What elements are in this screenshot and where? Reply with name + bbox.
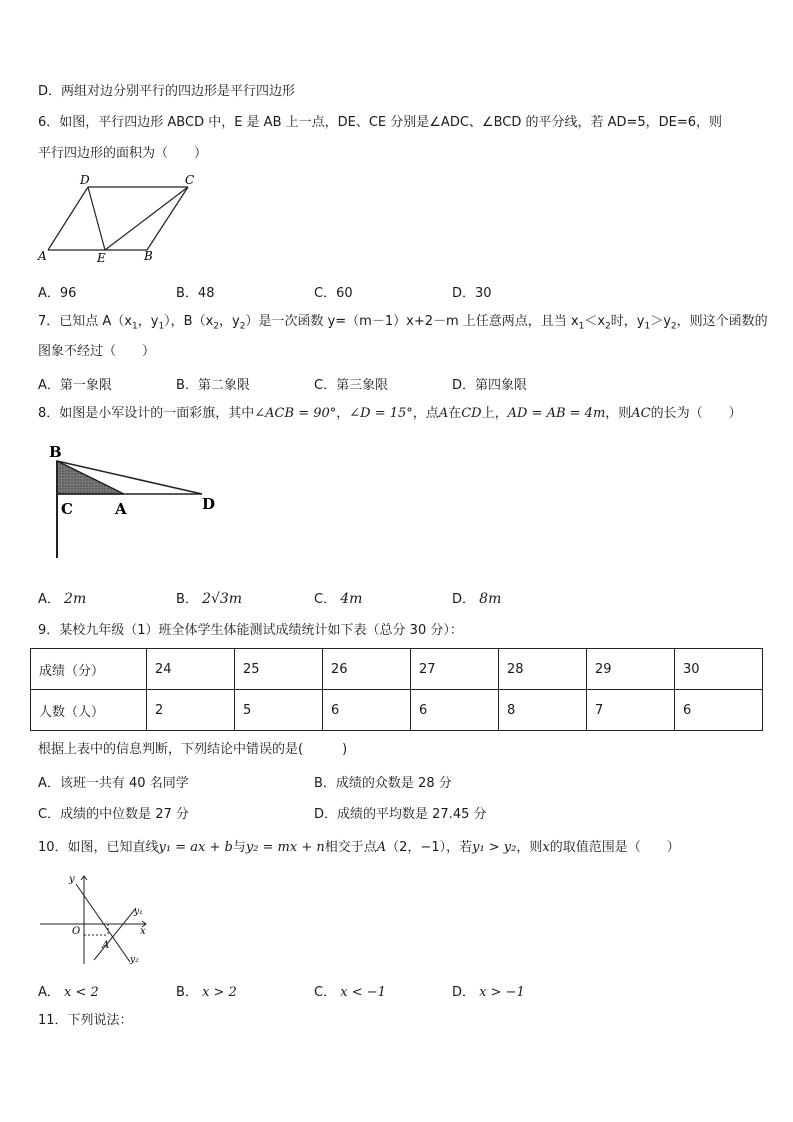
table-cell: 7 <box>587 690 675 731</box>
q10-option-value: x > −1 <box>479 985 525 1000</box>
q9-score-table <box>30 648 763 731</box>
q7-sub: 1 <box>158 321 165 332</box>
table-cell: 29 <box>587 649 675 690</box>
q9-option-c: C．成绩的中位数是 27 分 <box>38 807 189 822</box>
q7-seg-b: ，y <box>137 314 159 329</box>
q5-option-d: D．两组对边分别平行的四边形是平行四边形 <box>38 84 296 99</box>
table-cell: 25 <box>235 649 323 690</box>
q7-option-b: B．第二象限 <box>176 378 250 393</box>
q6-label-d: D <box>80 173 90 187</box>
q8-math: AC <box>631 406 651 421</box>
q6-label-a: A <box>38 249 47 263</box>
q7-option-a: A．第一象限 <box>38 378 112 393</box>
q8-math: CD <box>461 406 482 421</box>
q9-option-a: A．该班一共有 40 名同学 <box>38 776 189 791</box>
q8-option-letter: C． <box>314 592 337 607</box>
q7-text-line1 <box>38 313 768 336</box>
table-cell: 28 <box>499 649 587 690</box>
q8-option-c <box>314 588 362 607</box>
q6-option-c: C．60 <box>314 286 353 301</box>
q10-seg: 相交于点 <box>324 840 377 855</box>
q8-math: ∠D = 15° <box>349 406 413 421</box>
q10-math: y₁ > y₂ <box>472 840 517 855</box>
table-cell: 5 <box>235 690 323 731</box>
q8-label-b: B <box>49 443 62 461</box>
table-row <box>31 649 763 690</box>
q10-option-d <box>452 981 525 1000</box>
q9-option-d: D．成绩的平均数是 27.45 分 <box>314 807 487 822</box>
q10-seg: （2，−1），若 <box>386 840 473 855</box>
q6-parallelogram-figure <box>36 172 216 264</box>
q8-option-value: 2√3m <box>202 591 243 607</box>
q7-seg-g: 时，y <box>610 314 645 329</box>
q8-label-d: D <box>202 495 216 513</box>
table-header-cell: 成绩（分） <box>31 649 147 690</box>
q10-seg: 10．如图，已知直线 <box>38 840 159 855</box>
q7-sub: 1 <box>132 321 138 332</box>
q6-text-line1: 6．如图，平行四边形 ABCD 中，E 是 AB 上一点，DE、CE 分别是∠ADC、∠BCD 的平分线，若 AD=5，DE=6，则 <box>38 115 723 130</box>
table-cell: 8 <box>499 690 587 731</box>
table-cell: 6 <box>323 690 411 731</box>
q7-sub: 2 <box>605 321 611 332</box>
table-cell: 6 <box>675 690 763 731</box>
q8-math: AD = AB = 4m <box>507 406 606 421</box>
table-cell: 27 <box>411 649 499 690</box>
q10-seg: 与 <box>232 840 246 855</box>
q7-seg-c: ），B（x <box>164 314 214 329</box>
q8-seg: ，点 <box>412 406 439 421</box>
q7-sub: 2 <box>239 321 246 332</box>
q7-seg-i: ，则这个函数的 <box>676 314 768 329</box>
table-cell: 30 <box>675 649 763 690</box>
table-cell: 6 <box>411 690 499 731</box>
q6-label-c: C <box>185 173 195 187</box>
q6-text-line2: 平行四边形的面积为（ ） <box>38 146 208 161</box>
q8-seg: ， <box>336 406 350 421</box>
q8-text <box>38 405 742 423</box>
q7-option-d: D．第四象限 <box>452 378 528 393</box>
q7-seg-h: ＞y <box>650 314 671 329</box>
q10-seg: 的取值范围是（ ） <box>549 840 680 855</box>
q8-option-letter: D． <box>452 592 476 607</box>
q8-option-letter: A． <box>38 592 60 607</box>
q8-option-d <box>452 588 501 607</box>
q10-option-value: x < −1 <box>340 985 386 1000</box>
q10-option-letter: D． <box>452 985 476 1000</box>
q10-label-y1: y₁ <box>134 907 143 917</box>
q10-option-c <box>314 981 386 1000</box>
q7-sub: 1 <box>578 321 585 332</box>
q8-seg: 的长为（ ） <box>650 406 742 421</box>
q7-text-line2: 图象不经过（ ） <box>38 344 156 359</box>
q10-text <box>38 839 680 857</box>
q6-option-b: B．48 <box>176 286 215 301</box>
table-cell: 26 <box>323 649 411 690</box>
q10-label-o: O <box>72 926 81 937</box>
q7-option-c: C．第三象限 <box>314 378 389 393</box>
q8-seg: 上， <box>481 406 508 421</box>
q6-label-e: E <box>97 251 106 264</box>
q10-label-y2: y₂ <box>130 955 139 965</box>
q10-label-x: x <box>140 926 146 937</box>
table-header-cell: 人数（人） <box>31 690 147 731</box>
q7-sub: 1 <box>644 321 651 332</box>
q10-seg: ，则 <box>516 840 543 855</box>
q8-seg: 8．如图是小军设计的一面彩旗，其中 <box>38 406 255 421</box>
q8-math: A <box>438 406 449 421</box>
q8-math: ∠ACB = 90° <box>254 406 337 421</box>
q8-option-letter: B． <box>176 592 198 607</box>
q10-label-a: A <box>102 940 110 951</box>
q10-option-letter: A． <box>38 985 60 1000</box>
q8-option-b <box>176 588 242 607</box>
q6-option-a: A．96 <box>38 286 77 301</box>
q9-question: 根据上表中的信息判断，下列结论中错误的是( ) <box>38 742 348 757</box>
q8-option-value: 4m <box>340 591 363 607</box>
q7-seg-f: ＜x <box>584 314 606 329</box>
q10-math: x <box>542 840 550 855</box>
q8-option-value: 8m <box>479 591 502 607</box>
q6-label-b: B <box>144 249 153 263</box>
q8-label-a: A <box>115 500 127 518</box>
q8-flag-figure <box>44 440 224 562</box>
q8-label-c: C <box>61 500 73 518</box>
q10-option-letter: B． <box>176 985 198 1000</box>
q7-sub: 2 <box>670 321 677 332</box>
q10-math: y₂ = mx + n <box>245 840 325 855</box>
q11-text: 11．下列说法： <box>38 1013 133 1028</box>
q7-seg-e: ）是一次函数 y=（m－1）x+2－m 上任意两点，且当 x <box>245 314 579 329</box>
q7-seg-d: ，y <box>219 314 240 329</box>
q7-sub: 2 <box>213 321 220 332</box>
q8-seg: 在 <box>448 406 462 421</box>
table-row <box>31 690 763 731</box>
q10-option-a <box>38 981 99 1000</box>
q6-option-d: D．30 <box>452 286 492 301</box>
q10-math: A <box>376 840 387 855</box>
q10-option-value: x > 2 <box>202 985 237 1000</box>
q9-text: 9．某校九年级（1）班全体学生体能测试成绩统计如下表（总分 30 分）： <box>38 623 463 638</box>
q8-option-value: 2m <box>64 591 87 607</box>
q10-option-value: x < 2 <box>64 985 99 1000</box>
q10-math: y₁ = ax + b <box>158 840 233 855</box>
q10-label-y: y <box>69 874 75 885</box>
table-cell: 24 <box>147 649 235 690</box>
q10-option-b <box>176 981 237 1000</box>
q8-option-a <box>38 588 86 607</box>
q10-graph-figure <box>36 868 156 968</box>
table-cell: 2 <box>147 690 235 731</box>
q9-option-b: B．成绩的众数是 28 分 <box>314 776 452 791</box>
q10-option-letter: C． <box>314 985 337 1000</box>
q8-seg: ，则 <box>605 406 632 421</box>
q7-seg-a: 7．已知点 A（x <box>38 314 132 329</box>
